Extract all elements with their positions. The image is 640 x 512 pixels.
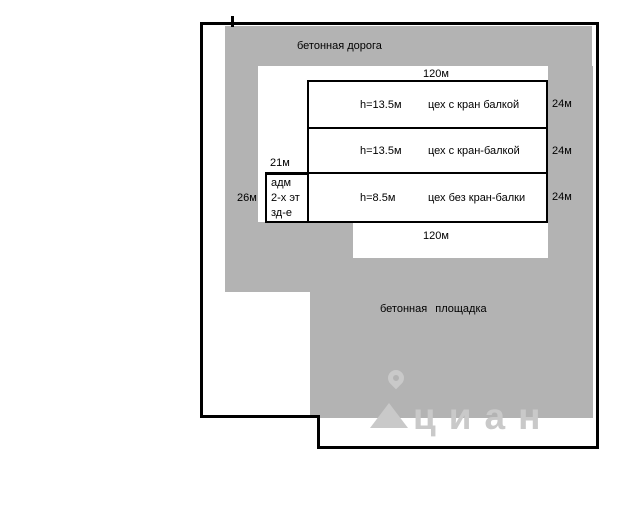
- cian-watermark-text: циан: [413, 396, 554, 437]
- dimension-label-21m: 21м: [270, 157, 290, 169]
- workshop-row: [309, 172, 546, 221]
- admin-building-label-line: зд-е: [271, 207, 293, 219]
- admin-building-label-line: 2-х эт: [271, 192, 300, 204]
- plot-border-top: [200, 22, 599, 25]
- dimension-label-26m: 26м: [237, 192, 257, 204]
- workshop-name-label: цех с кран балкой: [428, 98, 520, 111]
- workshop-height-label: h=13.5м: [360, 144, 402, 157]
- dimension-label-24m: 24м: [552, 191, 572, 203]
- admin-building: [265, 172, 309, 223]
- concrete-road-top: [225, 26, 592, 66]
- plot-border-right: [596, 22, 599, 449]
- road-label: бетонная дорога: [297, 40, 382, 52]
- plot-border-bottom-left: [200, 415, 320, 418]
- dimension-label-width-bottom: 120м: [423, 230, 449, 242]
- workshop-name-label: цех с кран-балкой: [428, 144, 520, 157]
- plot-gate-tick: [231, 16, 234, 27]
- dimension-label-24m: 24м: [552, 98, 572, 110]
- workshop-building: [307, 80, 548, 223]
- workshop-row: [309, 82, 546, 127]
- plaza-label: бетонная площадка: [380, 303, 487, 315]
- workshop-height-label: h=8.5м: [360, 191, 396, 204]
- plot-border-step: [317, 415, 320, 449]
- workshop-height-label: h=13.5м: [360, 98, 402, 111]
- workshop-name-label: цех без кран-балки: [428, 191, 526, 204]
- dimension-label-width-top: 120м: [423, 68, 449, 80]
- workshop-row: [309, 127, 546, 172]
- plot-border-left: [200, 22, 203, 418]
- cian-logo-icon: [370, 403, 408, 428]
- plot-border-bottom-right: [317, 446, 599, 449]
- concrete-plaza: [310, 258, 593, 418]
- dimension-label-24m: 24м: [552, 145, 572, 157]
- admin-building-label-line: адм: [271, 177, 292, 189]
